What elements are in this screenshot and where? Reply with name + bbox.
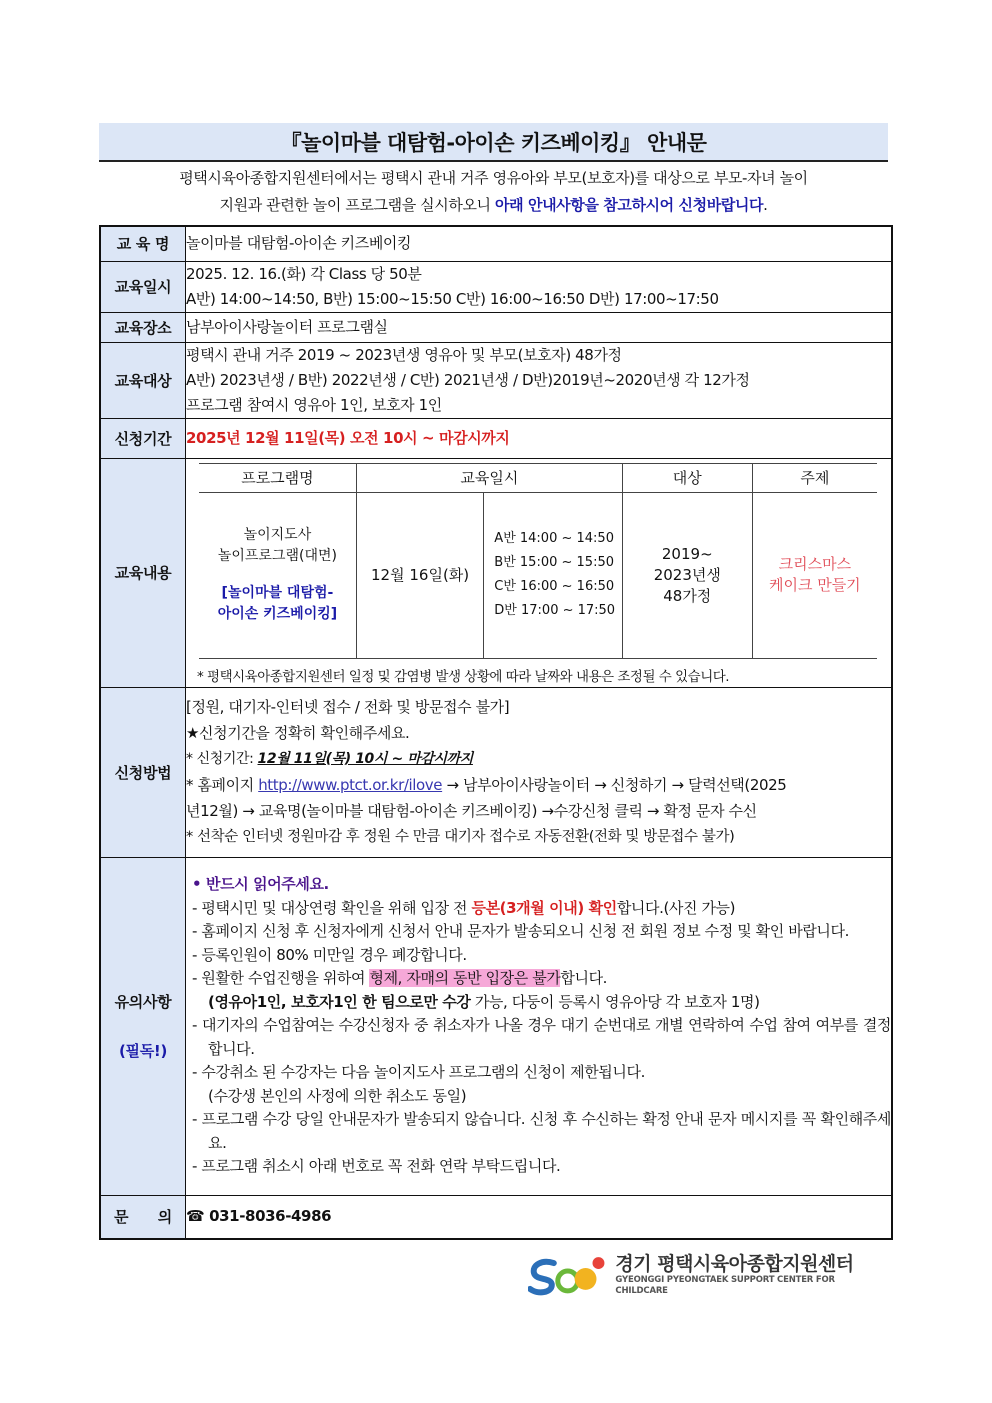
target-cell-line-1: 2019~ [661,544,713,563]
method-line-5: 년12월) → 교육명(놀이마블 대탐험-아이손 키즈베이킹) →수강신청 클릭 → 확정 문자 수신 [186,802,757,820]
center-logo-text [615,1253,888,1297]
value-content [186,458,893,687]
time-a: A반 14:00 ~ 14:50 [494,531,614,546]
row-caution [100,857,892,1195]
caution-item-6-sub: (수강생 본인의 사정에 의한 취소도 동일) [208,1086,467,1105]
label-place: 교육장소 [100,312,186,342]
caution-item-4-c: 합니다. [560,969,608,988]
row-contact [100,1195,892,1239]
caution-item-8: - 프로그램 취소시 아래 번호로 꼭 전화 연락 부탁드립니다. [192,1157,561,1176]
intro-line-2-plain: 지원과 관련한 놀이 프로그램을 실시하오니 [219,196,495,214]
method-line-2: ★신청기간을 정확히 확인해주세요. [186,724,410,742]
caution-label: 유의사항 [114,993,172,1011]
topic-line-2: 케이크 만들기 [768,576,861,594]
center-logo-icon [528,1253,605,1297]
method-line-1: [정원, 대기자-인터넷 접수 / 전화 및 방문접수 불가] [186,698,510,716]
content-note: * 평택시육아종합지원센터 일정 및 감염병 발생 상황에 따라 날짜와 내용은 조정될 수 있습니다. [197,668,730,685]
cell-program [199,492,356,658]
value-period: 2025년 12월 11일(목) 오전 10시 ~ 마감시까지 [186,418,893,458]
method-line-3 [186,746,891,772]
topic-line-1: 크리스마스 [778,555,852,573]
row-name [100,226,892,261]
method-line-4-prefix: * 홈페이지 [186,776,259,794]
row-period [100,418,892,458]
caution-heading: • 반드시 읽어주세요. [192,875,329,894]
header-schedule: 교육일시 [356,463,622,492]
caution-item-4-sub-a: (영유아1인, 보호자1인 한 팀으로만 수강 [208,992,471,1011]
caution-item-6: - 수강취소 된 수강자는 다음 놀이지도사 프로그램의 신청이 제한됩니다. [192,1063,645,1082]
header-target: 대상 [622,463,752,492]
label-caution [100,857,186,1195]
program-name-line-2: 아이손 키즈베이킹] [217,606,338,622]
program-table [199,463,877,659]
center-logo-main: 경기 평택시육아종합지원센터 [615,1253,854,1275]
center-logo-sub: GYEONGGI PYEONGTAEK SUPPORT CENTER FOR CHILDCARE [615,1275,835,1296]
intro-text [99,165,888,219]
header-topic: 주제 [752,463,877,492]
cell-times [484,492,623,658]
value-contact: ☎ 031-8036-4986 [186,1195,893,1239]
row-place [100,312,892,342]
row-target [100,342,892,418]
caution-item-2: - 홈페이지 신청 후 신청자에게 신청서 안내 문자가 발송되오니 신청 전 회원 정보 수정 및 확인 바랍니다. [192,922,849,941]
header-program: 프로그램명 [199,463,356,492]
caution-item-4-b: 형제, 자매의 동반 입장은 불가 [369,969,561,988]
homepage-link[interactable]: http://www.ptct.or.kr/ilove [258,776,443,794]
value-caution [186,857,893,1195]
intro-line-2-emphasis: 아래 안내사항을 참고하시어 신청바랍니다 [495,196,764,214]
target-cell-line-3: 48가정 [663,586,712,605]
method-line-4-suffix: → 남부아이사랑놀이터 → 신청하기 → 달력선택(2025 [442,776,787,794]
caution-item-4-sub [186,991,891,1015]
row-content [100,458,892,687]
method-line-6: * 선착순 인터넷 정원마감 후 정원 수 만큼 대기자 접수로 자동전환(전화 및 방문접수 불가) [186,829,735,845]
info-table [99,225,893,1240]
cell-target [622,492,752,658]
caution-item-4-sub-b: 가능, 다둥이 등록시 영유아당 각 보호자 1명) [470,992,760,1011]
method-line-4 [186,772,891,798]
center-logo [528,1253,888,1297]
caution-item-3: - 등록인원이 80% 미만일 경우 폐강합니다. [192,945,467,964]
value-date [186,261,893,312]
label-method: 신청방법 [100,687,186,857]
value-method [186,687,893,857]
target-line-2: A반) 2023년생 / B반) 2022년생 / C반) 2021년생 / D반)2019년~2020년생 각 12가정 [186,370,750,389]
method-line-3-prefix: * 신청기간: [186,751,258,767]
intro-line-2 [99,192,888,219]
target-line-1: 평택시 관내 거주 2019 ~ 2023년생 영유아 및 부모(보호자) 48가정 [186,345,622,364]
label-name: 교 육 명 [100,226,186,261]
time-b: B반 15:00 ~ 15:50 [494,555,614,570]
target-cell-line-2: 2023년생 [653,565,721,584]
value-name: 놀이마블 대탐험-아이손 키즈베이킹 [186,226,893,261]
caution-item-4-a: - 원활한 수업진행을 위하여 [192,969,370,988]
program-line-2: 놀이프로그램(대면) [217,548,337,564]
caution-item-4 [186,967,891,991]
program-line-1: 놀이지도사 [243,527,312,543]
row-method [100,687,892,857]
label-period: 신청기간 [100,418,186,458]
intro-line-2-end: . [763,196,768,214]
intro-line-1: 평택시육아종합지원센터에서는 평택시 관내 거주 영유아와 부모(보호자)를 대상으로 부모-자녀 놀이 [179,169,808,187]
date-line-2: A반) 14:00~14:50, B반) 15:00~15:50 C반) 16:00~16:50 D반) 17:00~17:50 [186,289,719,308]
date-line-1: 2025. 12. 16.(화) 각 Class 당 50분 [186,264,422,283]
label-content: 교육내용 [100,458,186,687]
time-d: D반 17:00 ~ 17:50 [494,603,616,618]
caution-item-1 [186,897,891,921]
row-date [100,261,892,312]
program-name-line-1: [놀이마블 대탐험- [221,585,334,601]
caution-item-7: - 프로그램 수강 당일 안내문자가 발송되지 않습니다. 신청 후 수신하는 확정 안내 문자 메시지를 꼭 확인해주세요. [192,1110,891,1152]
caution-item-1-a: - 평택시민 및 대상연령 확인을 위해 입장 전 [192,898,472,917]
document-title: 『놀이마블 대탐험-아이손 키즈베이킹』 안내문 [99,123,888,162]
target-line-3: 프로그램 참여시 영유아 1인, 보호자 1인 [186,395,442,414]
caution-item-1-b: 등본(3개월 이내) 확인 [471,898,617,917]
caution-label-must-read: (필독!) [118,1042,168,1060]
caution-item-5: - 대기자의 수업참여는 수강신청자 중 취소자가 나올 경우 대기 순번대로 개별 연락하여 수업 참여 여부를 결정합니다. [192,1016,891,1058]
method-line-3-emphasis: 12월 11일(목) 10시 ~ 마감시까지 [257,751,473,767]
label-contact: 문 의 [100,1195,186,1239]
label-target: 교육대상 [100,342,186,418]
cell-date: 12월 16일(화) [356,492,483,658]
caution-item-1-c: 합니다.(사진 가능) [616,898,736,917]
value-target [186,342,893,418]
value-place: 남부아이사랑놀이터 프로그램실 [186,312,893,342]
time-c: C반 16:00 ~ 16:50 [494,579,615,594]
cell-topic [752,492,877,658]
label-date: 교육일시 [100,261,186,312]
